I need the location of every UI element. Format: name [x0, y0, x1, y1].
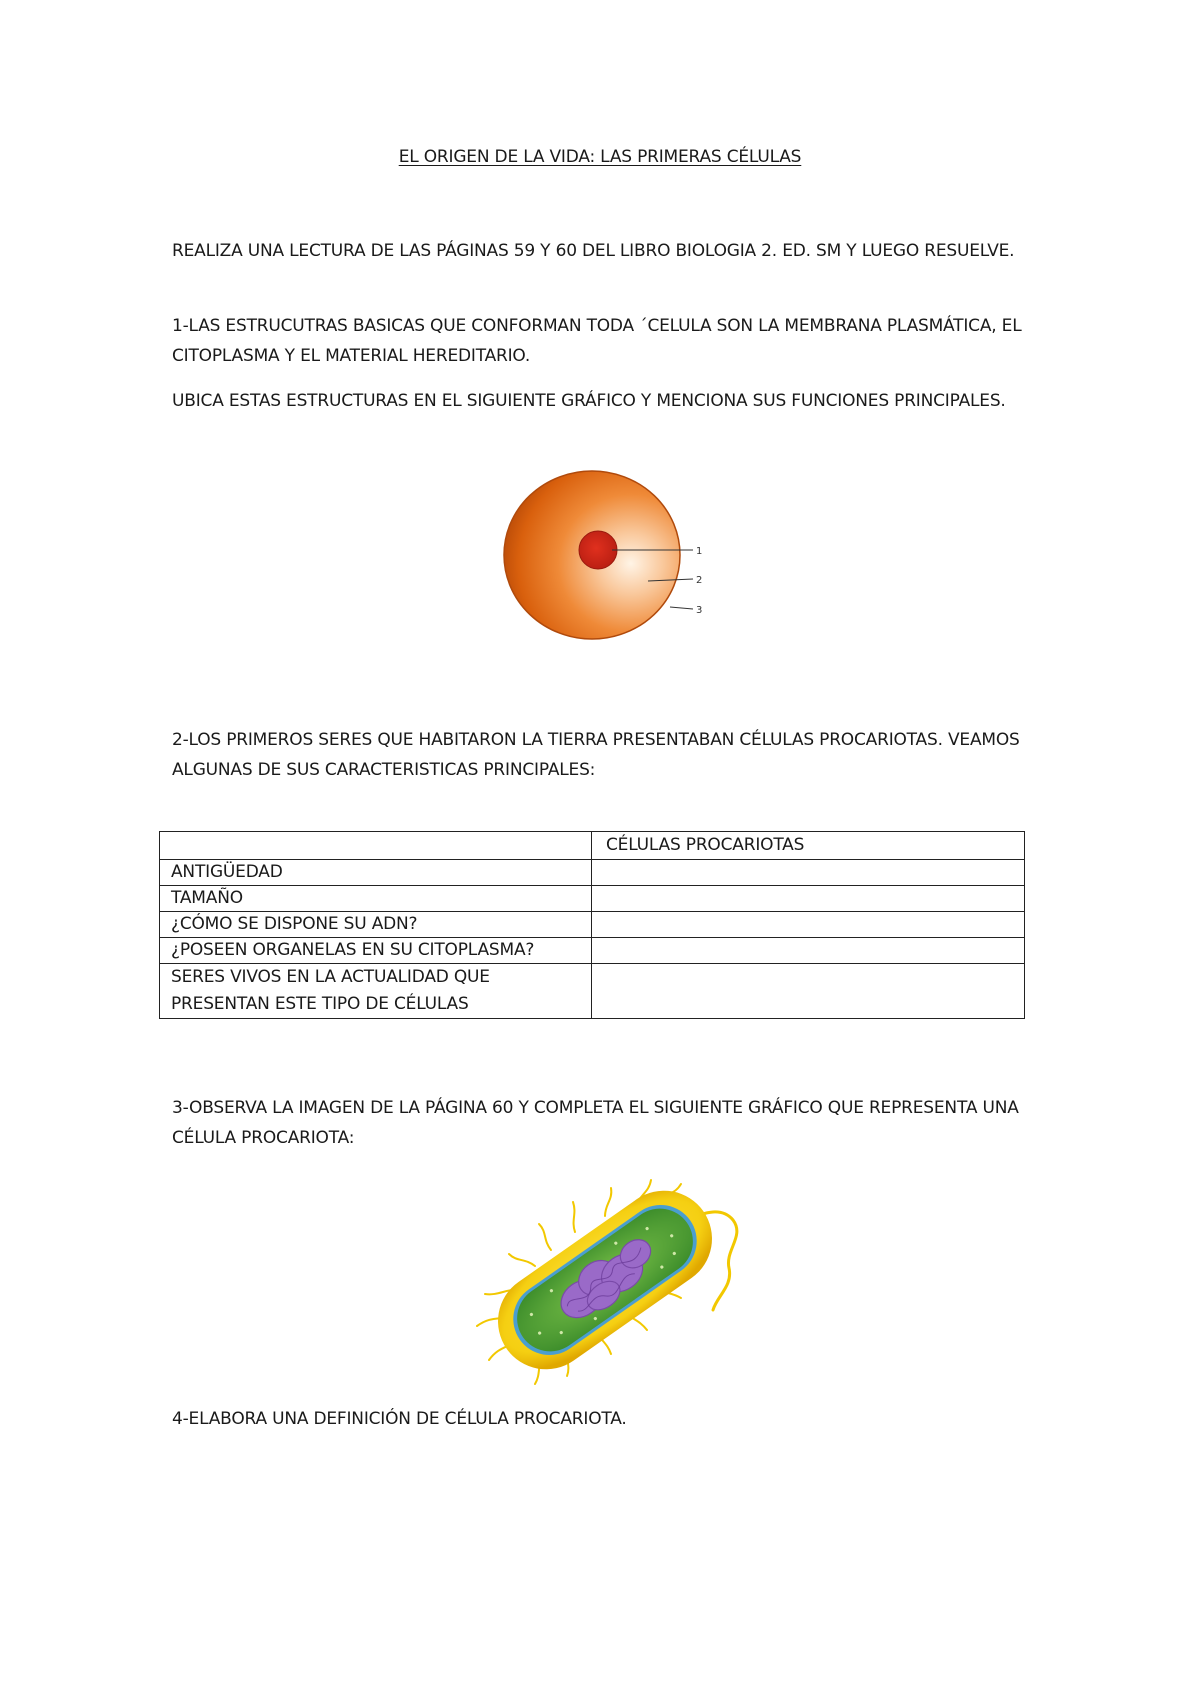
row-answer-size [592, 886, 1025, 912]
question-3: 3-OBSERVA LA IMAGEN DE LA PÁGINA 60 Y COMPLETA EL SIGUIENTE GRÁFICO QUE REPRESENTA UNA CÉLULA PROCARIOTA: [172, 1098, 1019, 1148]
row-label-dna: ¿CÓMO SE DISPONE SU ADN? [160, 912, 592, 938]
cell-figure [500, 465, 720, 645]
table-row [160, 886, 1025, 912]
question-1: 1-LAS ESTRUCUTRAS BASICAS QUE CONFORMAN TODA ´CELULA SON LA MEMBRANA PLASMÁTICA, EL CITOPLASMA Y EL MATERIAL HEREDITARIO. [172, 316, 1022, 366]
row-answer-age [592, 860, 1025, 886]
page-title [0, 147, 1200, 167]
table-row [160, 912, 1025, 938]
question-1-instruction: UBICA ESTAS ESTRUCTURAS EN EL SIGUIENTE GRÁFICO Y MENCIONA SUS FUNCIONES PRINCIPALES. [172, 391, 1006, 411]
label-line-3 [670, 607, 693, 609]
cell-nucleus [579, 531, 617, 569]
row-answer-organelles [592, 938, 1025, 964]
table-header-row [160, 832, 1025, 860]
prokaryote-table [159, 831, 1025, 1019]
table-row [160, 860, 1025, 886]
row-label-living-beings-line1: SERES VIVOS EN LA ACTUALIDAD QUE [171, 967, 490, 987]
table-row [160, 938, 1025, 964]
table-header-prokaryotes: CÉLULAS PROCARIOTAS [592, 832, 1025, 860]
page-title-text: EL ORIGEN DE LA VIDA: LAS PRIMERAS CÉLULAS [398, 147, 802, 167]
question-4: 4-ELABORA UNA DEFINICIÓN DE CÉLULA PROCARIOTA. [172, 1409, 627, 1429]
row-label-organelles: ¿POSEEN ORGANELAS EN SU CITOPLASMA? [160, 938, 592, 964]
bacterium-figure [455, 1170, 755, 1385]
table-header-blank [160, 832, 592, 860]
label-1: 1 [696, 546, 703, 557]
row-label-age: ANTIGÜEDAD [160, 860, 592, 886]
label-3: 3 [696, 605, 703, 616]
row-label-living-beings [160, 964, 592, 1019]
label-2: 2 [696, 575, 703, 586]
row-label-living-beings-line2: PRESENTAN ESTE TIPO DE CÉLULAS [171, 994, 469, 1014]
row-answer-living-beings [592, 964, 1025, 1019]
row-answer-dna [592, 912, 1025, 938]
row-label-size: TAMAÑO [160, 886, 592, 912]
table-row [160, 964, 1025, 1019]
question-2: 2-LOS PRIMEROS SERES QUE HABITARON LA TIERRA PRESENTABAN CÉLULAS PROCARIOTAS. VEAMOS ALGUNAS DE SUS CARACTERISTICAS PRINCIPALES: [172, 730, 1020, 780]
intro-paragraph: REALIZA UNA LECTURA DE LAS PÁGINAS 59 Y 60 DEL LIBRO BIOLOGIA 2. ED. SM Y LUEGO RESUELVE. [172, 241, 1015, 261]
